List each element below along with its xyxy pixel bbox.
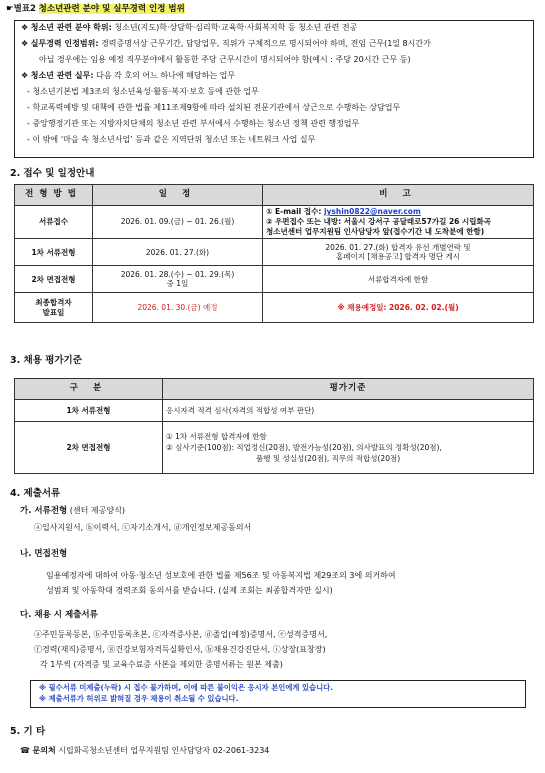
method-cell: 2차 면접전형 bbox=[15, 266, 93, 293]
pointing-hand-icon: ☛ bbox=[6, 4, 14, 14]
telephone-icon: ☎ bbox=[20, 746, 30, 755]
appendix-title: 청소년관련 분야 및 실무경력 인정 범위 bbox=[38, 4, 185, 14]
note-cell: 2026. 01. 27.(화) 합격자 유선 개별연락 및 홈페이지 [채용공고] 합격자 명단 게시 bbox=[263, 239, 534, 266]
method-cell: 서류접수 bbox=[15, 206, 93, 239]
header-note: 비 고 bbox=[263, 185, 534, 206]
appendix-badge: 별표2 bbox=[13, 4, 36, 14]
table-row bbox=[15, 293, 534, 323]
criteria-cell: 응시자격 적격 심사(자격의 적합성 여부 판단) bbox=[163, 400, 534, 422]
contact-text: 시립화곡청소년센터 업무지원팀 인사담당자 02-2061-3234 bbox=[55, 746, 270, 755]
criteria-table bbox=[14, 378, 534, 474]
scope-subitem: - 중앙행정기관 또는 지방자치단체의 청소년 관련 부서에서 수행하는 청소년 정책 관련 행정업무 bbox=[27, 119, 360, 128]
header-schedule: 일 정 bbox=[93, 185, 263, 206]
method-cell: 1차 서류전형 bbox=[15, 239, 93, 266]
warning-line: ※ 필수서류 미제출(누락) 시 접수 불가하며, 이에 따른 불이익은 응시자 본인에게 있습니다. bbox=[39, 683, 333, 692]
table-row bbox=[15, 266, 534, 293]
scope-item: ❖ 청소년 관련 실무: 다음 각 호의 어느 하나에 해당하는 업무 bbox=[21, 71, 236, 80]
table-row bbox=[15, 239, 534, 266]
type-cell: 2차 면접전형 bbox=[15, 422, 163, 474]
header-criteria: 평가기준 bbox=[163, 379, 534, 400]
scope-subitem: - 청소년기본법 제3조의 청소년육성·활동·복지·보호 등에 관한 업무 bbox=[27, 87, 259, 96]
section-3-title: 3. 채용 평가기준 bbox=[10, 355, 82, 366]
contact-label: 문의처 bbox=[32, 746, 56, 755]
appendix-header bbox=[6, 4, 185, 15]
docs-a-heading: 가. 서류전형 (센터 제공양식) bbox=[20, 506, 125, 516]
schedule-cell: 2026. 01. 27.(화) bbox=[93, 239, 263, 266]
header-method: 전형방법 bbox=[15, 185, 93, 206]
scope-box bbox=[14, 20, 534, 158]
note-cell: ※ 채용예정일: 2026. 02. 02.(월) bbox=[263, 293, 534, 323]
section-5-title: 5. 기 타 bbox=[10, 726, 46, 737]
note-cell: ① E-mail 접수: jyshin0822@naver.com ② 우편접수 또는 내방: 서울시 강서구 공달래로57가길 26 시립화곡 청소년센터 업무지원팀 인사담당자 앞(접수기간 내 도착분에 한함) bbox=[263, 206, 534, 239]
docs-a-items: ⓐ입사지원서, ⓑ이력서, ⓒ자기소개서, ⓓ개인정보제공동의서 bbox=[34, 523, 252, 532]
table-row bbox=[15, 400, 534, 422]
scope-item: 아닐 경우에는 임용 예정 직무분야에서 활동한 주당 근무시간이 명시되어야 함(예시 : 주당 20시간 근무 등) bbox=[39, 55, 411, 64]
table-row bbox=[15, 206, 534, 239]
docs-c-items: ⓐ주민등록등본, ⓑ주민등록초본, ⓒ자격증사본, ⓓ졸업(예정)증명서, ⓔ성적증명서, ⓕ경력(재직)증명서, ⓖ건강보험자격득실확인서, ⓗ채용건강진단서, ⓘ상장(표창장) 각 1부씩 (자격증 및 교육수료증 사본을 제외한 증명서류는 원본 제출) bbox=[34, 630, 328, 670]
schedule-header-row bbox=[15, 185, 534, 206]
scope-subitem: - 이 밖에 ‘마을 속 청소년사업’ 등과 같은 지역단위 청소년 또는 네트워크 사업 실무 bbox=[27, 135, 316, 144]
schedule-cell: 2026. 01. 30.(금) 예정 bbox=[93, 293, 263, 323]
type-cell: 1차 서류전형 bbox=[15, 400, 163, 422]
scope-item: ❖ 실무경력 인정범위: 경력증명서상 근무기간, 담당업무, 직위가 구체적으로 명시되어야 하며, 전임 근무(1일 8시간가 bbox=[21, 39, 431, 48]
scope-item: ❖ 청소년 관련 분야 학위: 청소년(지도)학·상담학·심리학·교육학·사회복지학 등 청소년 관련 전공 bbox=[21, 23, 358, 32]
docs-b-text: 임용예정자에 대하여 아동·청소년 성보호에 관한 법률 제56조 및 아동복지법 제29조의 3에 의거하여 성범죄 및 아동학대 경력조회 동의서를 받습니다. (실제 조회는 최종합격자만 실시) bbox=[46, 571, 396, 596]
criteria-header-row bbox=[15, 379, 534, 400]
email-line: ① E-mail 접수: jyshin0822@naver.com bbox=[266, 207, 421, 216]
method-cell: 최종합격자 발표일 bbox=[15, 293, 93, 323]
contact-line bbox=[20, 746, 269, 756]
scope-subitem: - 학교폭력예방 및 대책에 관한 법률 제11조제9항에 따라 설치된 전문기관에서 상근으로 수행하는 상담업무 bbox=[27, 103, 401, 112]
table-row bbox=[15, 422, 534, 474]
schedule-cell: 2026. 01. 09.(금) ~ 01. 26.(월) bbox=[93, 206, 263, 239]
schedule-table bbox=[14, 184, 534, 323]
docs-b-heading: 나. 면접전형 bbox=[20, 549, 68, 559]
header-type: 구 분 bbox=[15, 379, 163, 400]
section-2-title: 2. 접수 및 일정안내 bbox=[10, 168, 95, 179]
schedule-cell: 2026. 01. 28.(수) ~ 01. 29.(목) 중 1일 bbox=[93, 266, 263, 293]
docs-c-heading: 다. 채용 시 제출서류 bbox=[20, 610, 98, 620]
warning-box bbox=[30, 680, 526, 708]
warning-line: ※ 제출서류가 허위로 밝혀질 경우 채용이 취소될 수 있습니다. bbox=[39, 693, 239, 703]
email-link[interactable]: jyshin0822@naver.com bbox=[323, 207, 421, 216]
criteria-cell: ① 1차 서류전형 합격자에 한함 ② 심사기준(100점): 직업정신(20점), 발전가능성(20점), 의사발표의 정확성(20점), 품행 및 성실성(20점), 직무의 적합성(20점) bbox=[163, 422, 534, 474]
section-4-title: 4. 제출서류 bbox=[10, 488, 61, 499]
note-cell: 서류합격자에 한함 bbox=[263, 266, 534, 293]
